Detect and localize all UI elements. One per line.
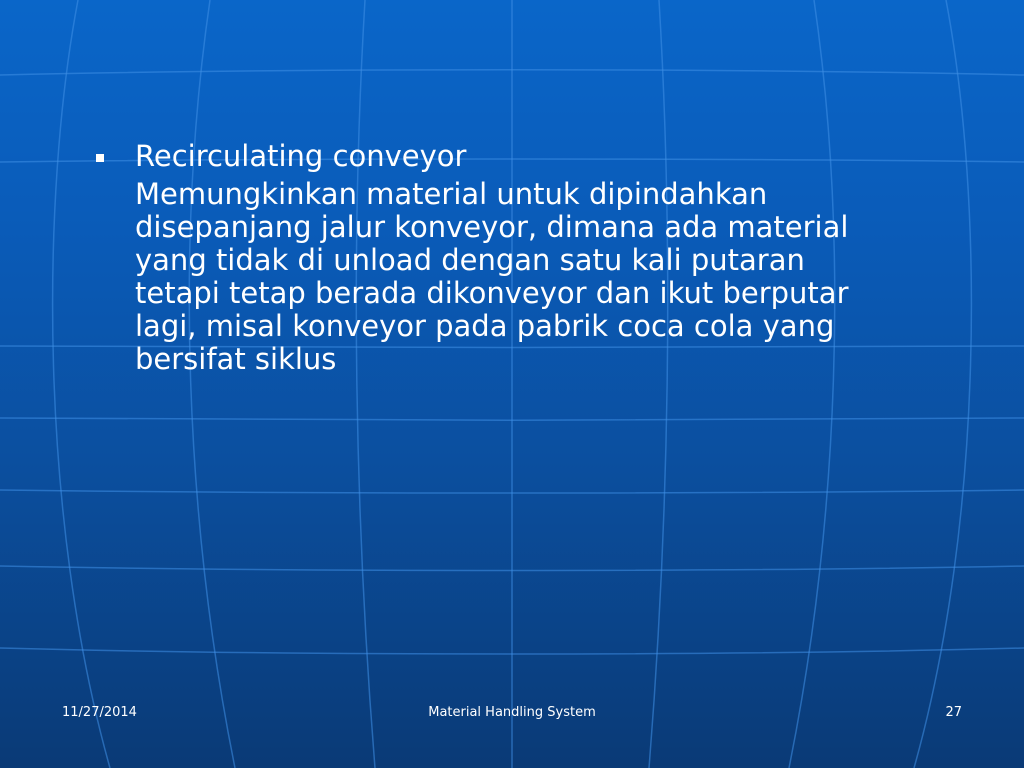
footer-title: Material Handling System	[428, 705, 596, 720]
bullet-title: Recirculating conveyor	[135, 139, 467, 173]
footer-date: 11/27/2014	[62, 705, 137, 720]
bullet-item	[96, 138, 956, 174]
footer-page-number: 27	[945, 705, 962, 720]
grid-line	[914, 0, 971, 768]
square-bullet-icon	[96, 154, 104, 162]
bullet-body: Memungkinkan material untuk dipindahkan disepanjang jalur konveyor, dimana ada material yang tidak di unload dengan satu kali putaran tetapi tetap berada dikonveyor dan ikut berputar lagi, misal konveyor pada pabrik coca cola yang bersifat siklus	[135, 177, 849, 376]
slide-content	[96, 138, 956, 376]
grid-line	[53, 0, 110, 768]
